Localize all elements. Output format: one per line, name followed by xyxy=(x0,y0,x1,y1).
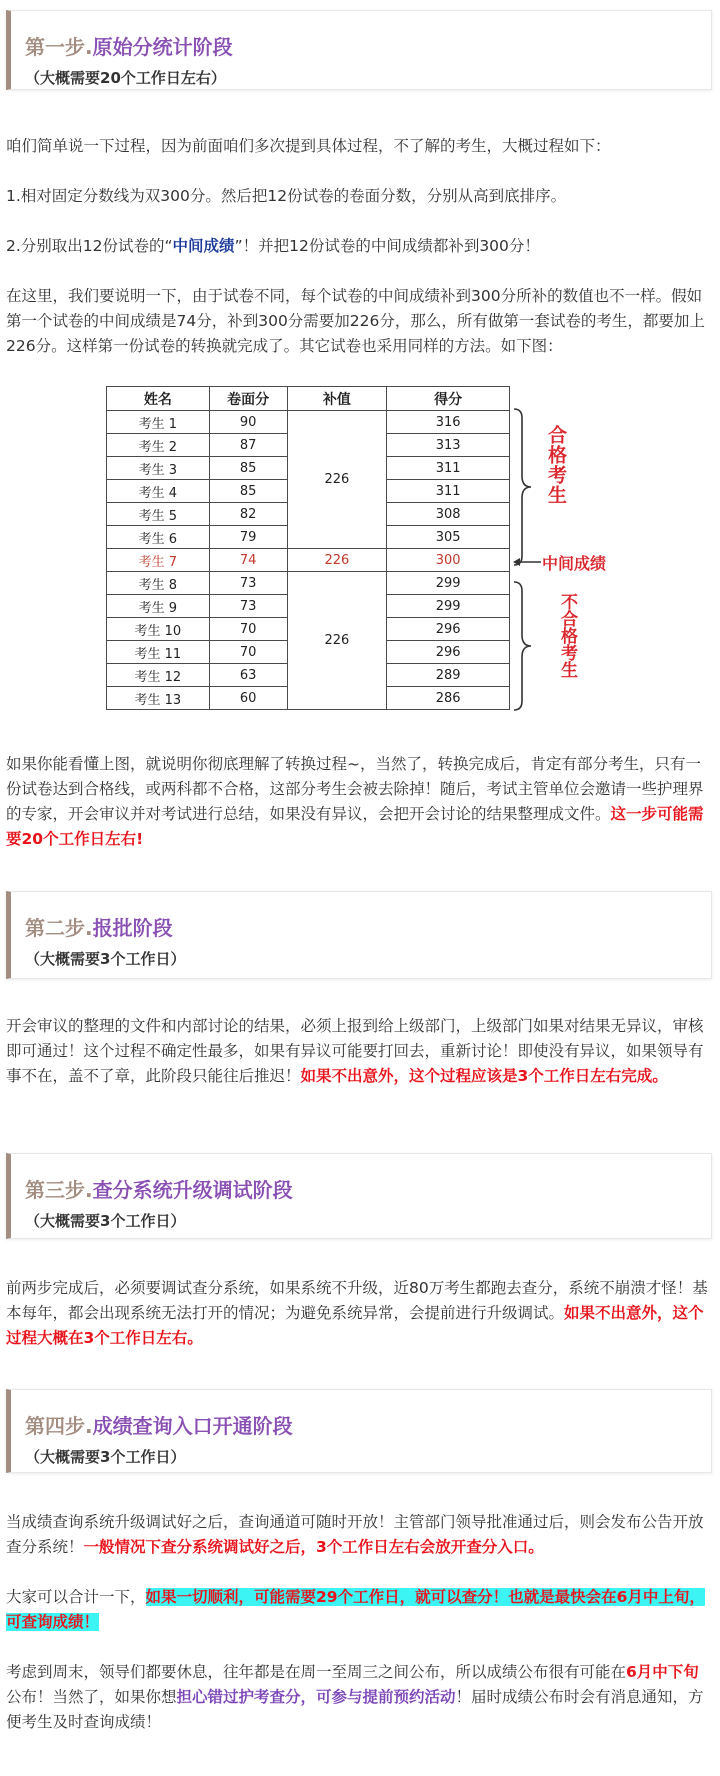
cell-bonus-bottom: 226 xyxy=(287,572,387,710)
step3-duration: （大概需要3个工作日） xyxy=(25,1212,186,1230)
p10-date: 6月中下旬 xyxy=(626,1663,699,1681)
header-bonus: 补值 xyxy=(287,387,387,411)
step2-box xyxy=(6,891,712,979)
cell-raw: 63 xyxy=(209,664,287,687)
p9-text: 大家可以合计一下， xyxy=(6,1588,146,1606)
table-row xyxy=(107,411,510,434)
header-name: 姓名 xyxy=(107,387,210,411)
step2-duration: （大概需要3个工作日） xyxy=(25,950,186,968)
paragraph-2: 1.相对固定分数线为双300分。然后把12份试卷的卷面分数，分别从高到底排序。 xyxy=(6,187,567,205)
cell-name: 考生 3 xyxy=(107,457,210,480)
step4-heading xyxy=(25,1410,293,1439)
cell-final: 300 xyxy=(387,549,510,572)
p5-emphasis: 这一步可能需要20个工作日左右 xyxy=(6,805,704,848)
cell-final: 311 xyxy=(387,457,510,480)
cell-name: 考生 9 xyxy=(107,595,210,618)
step-number: 第一步. xyxy=(25,35,93,59)
step3-box xyxy=(6,1153,712,1239)
cell-final: 308 xyxy=(387,503,510,526)
paragraph-7 xyxy=(6,1276,714,1351)
cell-name: 考生 4 xyxy=(107,480,210,503)
step1-duration: （大概需要20个工作日左右） xyxy=(25,69,226,87)
paragraph-10 xyxy=(6,1660,714,1735)
cell-raw: 73 xyxy=(209,572,287,595)
p9-highlight: 如果一切顺利，可能需要29个工作日，就可以查分！也就是最快会在6月中上旬，可查询成绩！ xyxy=(6,1588,705,1631)
step-name: 成绩查询入口开通阶段 xyxy=(92,1414,293,1438)
p8-text: 当成绩查询系统升级调试好之后，查询通道可随时开放！主管部门领导批准通过后，则会发布公告开放查分系统！ xyxy=(6,1513,704,1556)
cell-raw: 60 xyxy=(209,687,287,710)
cell-name: 考生 1 xyxy=(107,411,210,434)
header-raw: 卷面分 xyxy=(209,387,287,411)
cell-final: 296 xyxy=(387,641,510,664)
cell-name: 考生 6 xyxy=(107,526,210,549)
p6-emphasis: 如果不出意外，这个过程应该是3个工作日左右完成。 xyxy=(300,1067,668,1085)
step-number: 第三步. xyxy=(25,1178,93,1202)
cell-name: 考生 11 xyxy=(107,641,210,664)
p5-exclaim: ! xyxy=(136,830,144,848)
paragraph-6 xyxy=(6,1014,714,1089)
step-number: 第二步. xyxy=(25,916,93,940)
arrow-left-icon xyxy=(512,556,542,568)
cell-final: 299 xyxy=(387,572,510,595)
p5-text: 如果你能看懂上图，就说明你彻底理解了转换过程~，当然了，转换完成后，肯定有部分考生，只有一份试卷达到合格线，或两科都不合格，这部分考生会被去除掉！随后，考试主管单位会邀请一些护理界的专家，开会审议并对考试进行总结，如果没有异议，会把开会讨论的结果整理成文件。 xyxy=(6,755,704,823)
p7-emphasis: 如果不出意外，这个过程大概在3个工作日左右。 xyxy=(6,1304,704,1347)
paragraph-5 xyxy=(6,752,714,852)
cell-name: 考生 8 xyxy=(107,572,210,595)
cell-raw: 82 xyxy=(209,503,287,526)
cell-raw: 70 xyxy=(209,618,287,641)
cell-name: 考生 2 xyxy=(107,434,210,457)
cell-bonus-mid: 226 xyxy=(287,549,387,572)
p3-text-c: ”！并把12份试卷的中间成绩都补到300分！ xyxy=(234,237,540,255)
label-pass: 合格考生 xyxy=(545,425,567,505)
cell-final: 305 xyxy=(387,526,510,549)
cell-final: 316 xyxy=(387,411,510,434)
step4-box xyxy=(6,1389,712,1473)
label-middle-score: 中间成绩 xyxy=(542,554,607,573)
step-name: 原始分统计阶段 xyxy=(92,35,233,59)
p10-text-e: ！届时成绩公布时会有消息通知，方便考生及时查询成绩！ xyxy=(6,1688,704,1731)
p10-text-c: 公布！当然了，如果你想 xyxy=(6,1688,177,1706)
step1-box xyxy=(6,10,712,90)
p6-text: 开会审议的整理的文件和内部讨论的结果，必须上报到给上级部门，上级部门如果对结果无异议，审核即可通过！这个过程不确定性最多，如果有异议可能要打回去，重新讨论！即使没有异议，如果领导有事不在，盖不了章，此阶段只能往后推迟！ xyxy=(6,1017,704,1085)
cell-final: 296 xyxy=(387,618,510,641)
cell-raw: 85 xyxy=(209,480,287,503)
cell-name: 考生 7 xyxy=(107,549,210,572)
table-row-middle xyxy=(107,549,510,572)
cell-raw: 85 xyxy=(209,457,287,480)
cell-name: 考生 13 xyxy=(107,687,210,710)
score-table xyxy=(106,386,510,710)
table-row xyxy=(107,572,510,595)
bracket-pass-icon xyxy=(512,408,534,566)
cell-raw: 74 xyxy=(209,549,287,572)
cell-final: 299 xyxy=(387,595,510,618)
paragraph-9 xyxy=(6,1585,714,1635)
cell-name: 考生 10 xyxy=(107,618,210,641)
paragraph-4: 在这里，我们要说明一下，由于试卷不同，每个试卷的中间成绩补到300分所补的数值也不一样。假如第一个试卷的中间成绩是74分，补到300分需要加226分，那么，所有做第一套试卷的考生，都要加上226分。这样第一份试卷的转换就完成了。其它试卷也采用同样的方法。如下图： xyxy=(6,287,705,355)
p10-text-a: 考虑到周末，领导们都要休息，往年都是在周一至周三之间公布，所以成绩公布很有可能在 xyxy=(6,1663,627,1681)
cell-raw: 87 xyxy=(209,434,287,457)
cell-raw: 79 xyxy=(209,526,287,549)
step1-heading xyxy=(25,31,233,60)
step4-duration: （大概需要3个工作日） xyxy=(25,1448,186,1466)
cell-raw: 70 xyxy=(209,641,287,664)
cell-raw: 90 xyxy=(209,411,287,434)
step-name: 查分系统升级调试阶段 xyxy=(92,1178,293,1202)
label-fail: 不合格考生 xyxy=(557,593,577,678)
p3-text-a: 2.分别取出12份试卷的“ xyxy=(6,237,173,255)
cell-final: 313 xyxy=(387,434,510,457)
step2-heading xyxy=(25,912,173,941)
cell-name: 考生 5 xyxy=(107,503,210,526)
cell-final: 289 xyxy=(387,664,510,687)
step3-heading xyxy=(25,1174,293,1203)
step-name: 报批阶段 xyxy=(92,916,173,940)
paragraph-1: 咱们简单说一下过程，因为前面咱们多次提到具体过程，不了解的考生，大概过程如下： xyxy=(6,137,611,155)
cell-bonus-top: 226 xyxy=(287,411,387,549)
p7-text: 前两步完成后，必须要调试查分系统，如果系统不升级，近80万考生都跑去查分，系统不崩溃才怪！基本每年，都会出现系统无法打开的情况；为避免系统异常，会提前进行升级调试。 xyxy=(6,1279,708,1322)
cell-final: 286 xyxy=(387,687,510,710)
step-number: 第四步. xyxy=(25,1414,93,1438)
bracket-fail-icon xyxy=(512,581,534,711)
paragraph-3 xyxy=(6,234,714,259)
score-table-figure xyxy=(106,386,510,712)
header-final: 得分 xyxy=(387,387,510,411)
paragraph-8 xyxy=(6,1510,714,1560)
p3-highlight: 中间成绩 xyxy=(172,237,235,255)
table-header-row xyxy=(107,387,510,411)
p8-emphasis: 一般情况下查分系统调试好之后，3个工作日左右会放开查分入口。 xyxy=(83,1538,544,1556)
p10-link[interactable]: 担心错过护考查分，可参与提前预约活动 xyxy=(176,1688,456,1706)
cell-name: 考生 12 xyxy=(107,664,210,687)
cell-raw: 73 xyxy=(209,595,287,618)
cell-final: 311 xyxy=(387,480,510,503)
